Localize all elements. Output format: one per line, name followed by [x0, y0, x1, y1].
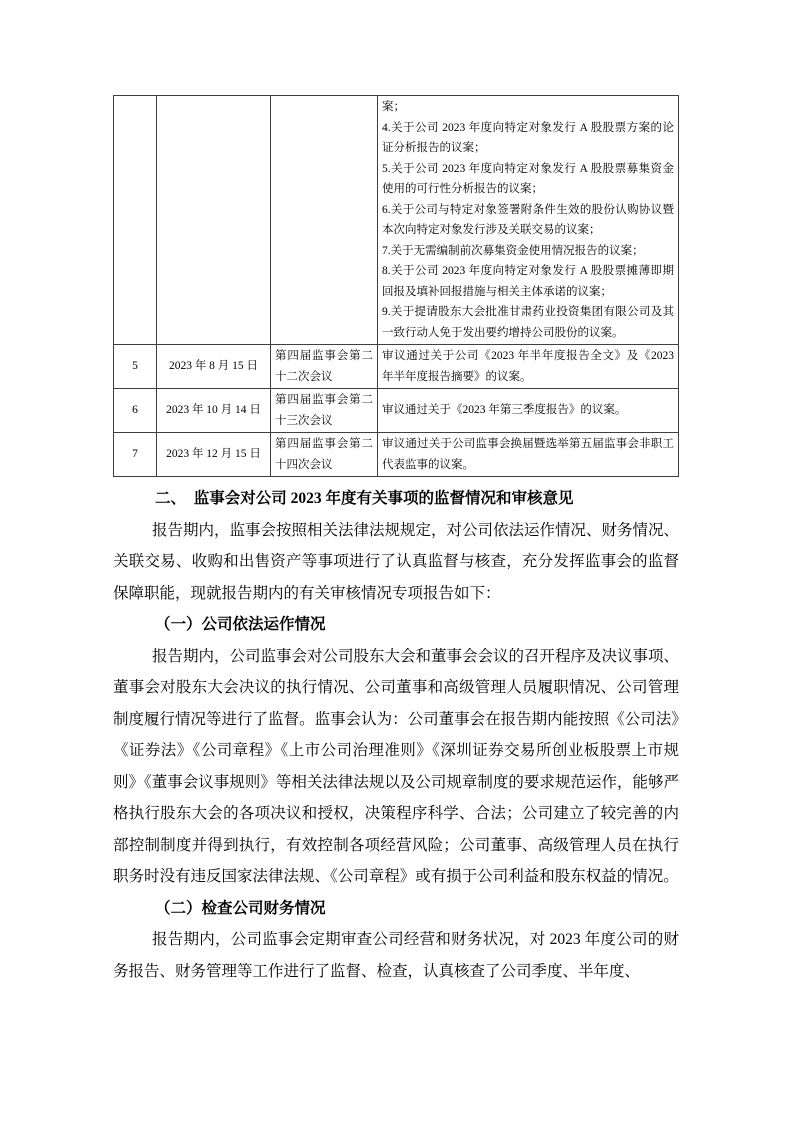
meeting-seq-cell — [114, 96, 157, 345]
subsection-2-paragraph: 报告期内，公司监事会定期审查公司经营和财务状况，对 2023 年度公司的财务报告、财务管理等工作进行了监督、检查，认真核查了公司季度、半年度、 — [113, 931, 679, 980]
table-row-carryover — [114, 96, 679, 345]
agenda-item: 6.关于公司与特定对象签署附条件生效的股份认购协议暨本次向特定对象发行涉及关联交易的议案； — [382, 203, 674, 236]
table-row — [114, 389, 679, 433]
agenda-item: 8.关于公司 2023 年度向特定对象发行 A 股股票摊薄即期回报及填补回报措施与相关主体承诺的议案； — [382, 265, 674, 298]
table-row — [114, 345, 679, 389]
subsection-2-title: （二）检查公司财务情况 — [155, 899, 326, 917]
agenda-item: 4.关于公司 2023 年度向特定对象发行 A 股股票方案的论证分析报告的议案； — [382, 121, 674, 154]
meeting-name-cell — [271, 96, 378, 345]
meeting-seq-cell: 6 — [114, 389, 157, 433]
report-text — [113, 483, 679, 987]
table-body — [114, 96, 679, 477]
meeting-date-cell: 2023 年 10 月 14 日 — [157, 389, 271, 433]
meeting-content-cell — [378, 96, 679, 345]
agenda-item: 5.关于公司 2023 年度向特定对象发行 A 股股票募集资金使用的可行性分析报告的议案； — [382, 162, 674, 195]
meeting-seq-cell: 5 — [114, 345, 157, 389]
meeting-content-cell: 审议通过关于公司监事会换届暨选举第五届监事会非职工代表监事的议案。 — [378, 433, 679, 477]
table-row — [114, 433, 679, 477]
agenda-item: 9.关于提请股东大会批准甘肃药业投资集团有限公司及其一致行动人免于发出要约增持公司股份的议案。 — [382, 306, 674, 339]
subsection-1-title: （一）公司依法运作情况 — [155, 616, 326, 633]
meeting-content-cell: 审议通过关于《2023 年第三季度报告》的议案。 — [378, 389, 679, 433]
meeting-name-cell: 第四届监事会第二十四次会议 — [271, 433, 378, 477]
meeting-name-cell: 第四届监事会第二十二次会议 — [271, 345, 378, 389]
section-heading: 二、 监事会对公司 2023 年度有关事项的监督情况和审核意见 — [155, 490, 574, 507]
agenda-item: 案； — [382, 101, 405, 113]
page-content — [113, 95, 679, 987]
agenda-item: 7.关于无需编制前次募集资金使用情况报告的议案； — [382, 244, 644, 257]
meeting-date-cell: 2023 年 12 月 15 日 — [157, 433, 271, 477]
meeting-seq-cell: 7 — [114, 433, 157, 477]
meeting-content-cell: 审议通过关于公司《2023 年半年度报告全文》及《2023 年半年度报告摘要》的议案。 — [378, 345, 679, 389]
meeting-date-cell — [157, 96, 271, 345]
meeting-name-cell: 第四届监事会第二十三次会议 — [271, 389, 378, 433]
section-intro-paragraph: 报告期内，监事会按照相关法律法规规定，对公司依法运作情况、财务情况、关联交易、收购和出售资产等事项进行了认真监督与核查，充分发挥监事会的监督保障职能，现就报告期内的有关审核情况专项报告如下： — [113, 521, 680, 602]
subsection-1-paragraph: 报告期内，公司监事会对公司股东大会和董事会会议的召开程序及决议事项、董事会对股东大会决议的执行情况、公司董事和高级管理人员履职情况、公司管理制度履行情况等进行了监督。监事会认为：公司董事会在报告期内能按照《公司法》《证券法》《公司章程》《上市公司治理准则》《深圳证券交易所创业板股票上市规则》《董事会议事规则》等相关法律法规以及公司规章制度的要求规范运作，能够严格执行股东大会的各项决议和授权，决策程序科学、合法；公司建立了较完善的内部控制制度并得到执行，有效控制各项经营风险；公司董事、高级管理人员在执行职务时没有违反国家法律法规、《公司章程》或有损于公司利益和股东权益的情况。 — [113, 647, 680, 885]
meetings-table — [113, 95, 679, 477]
meeting-date-cell: 2023 年 8 月 15 日 — [157, 345, 271, 389]
